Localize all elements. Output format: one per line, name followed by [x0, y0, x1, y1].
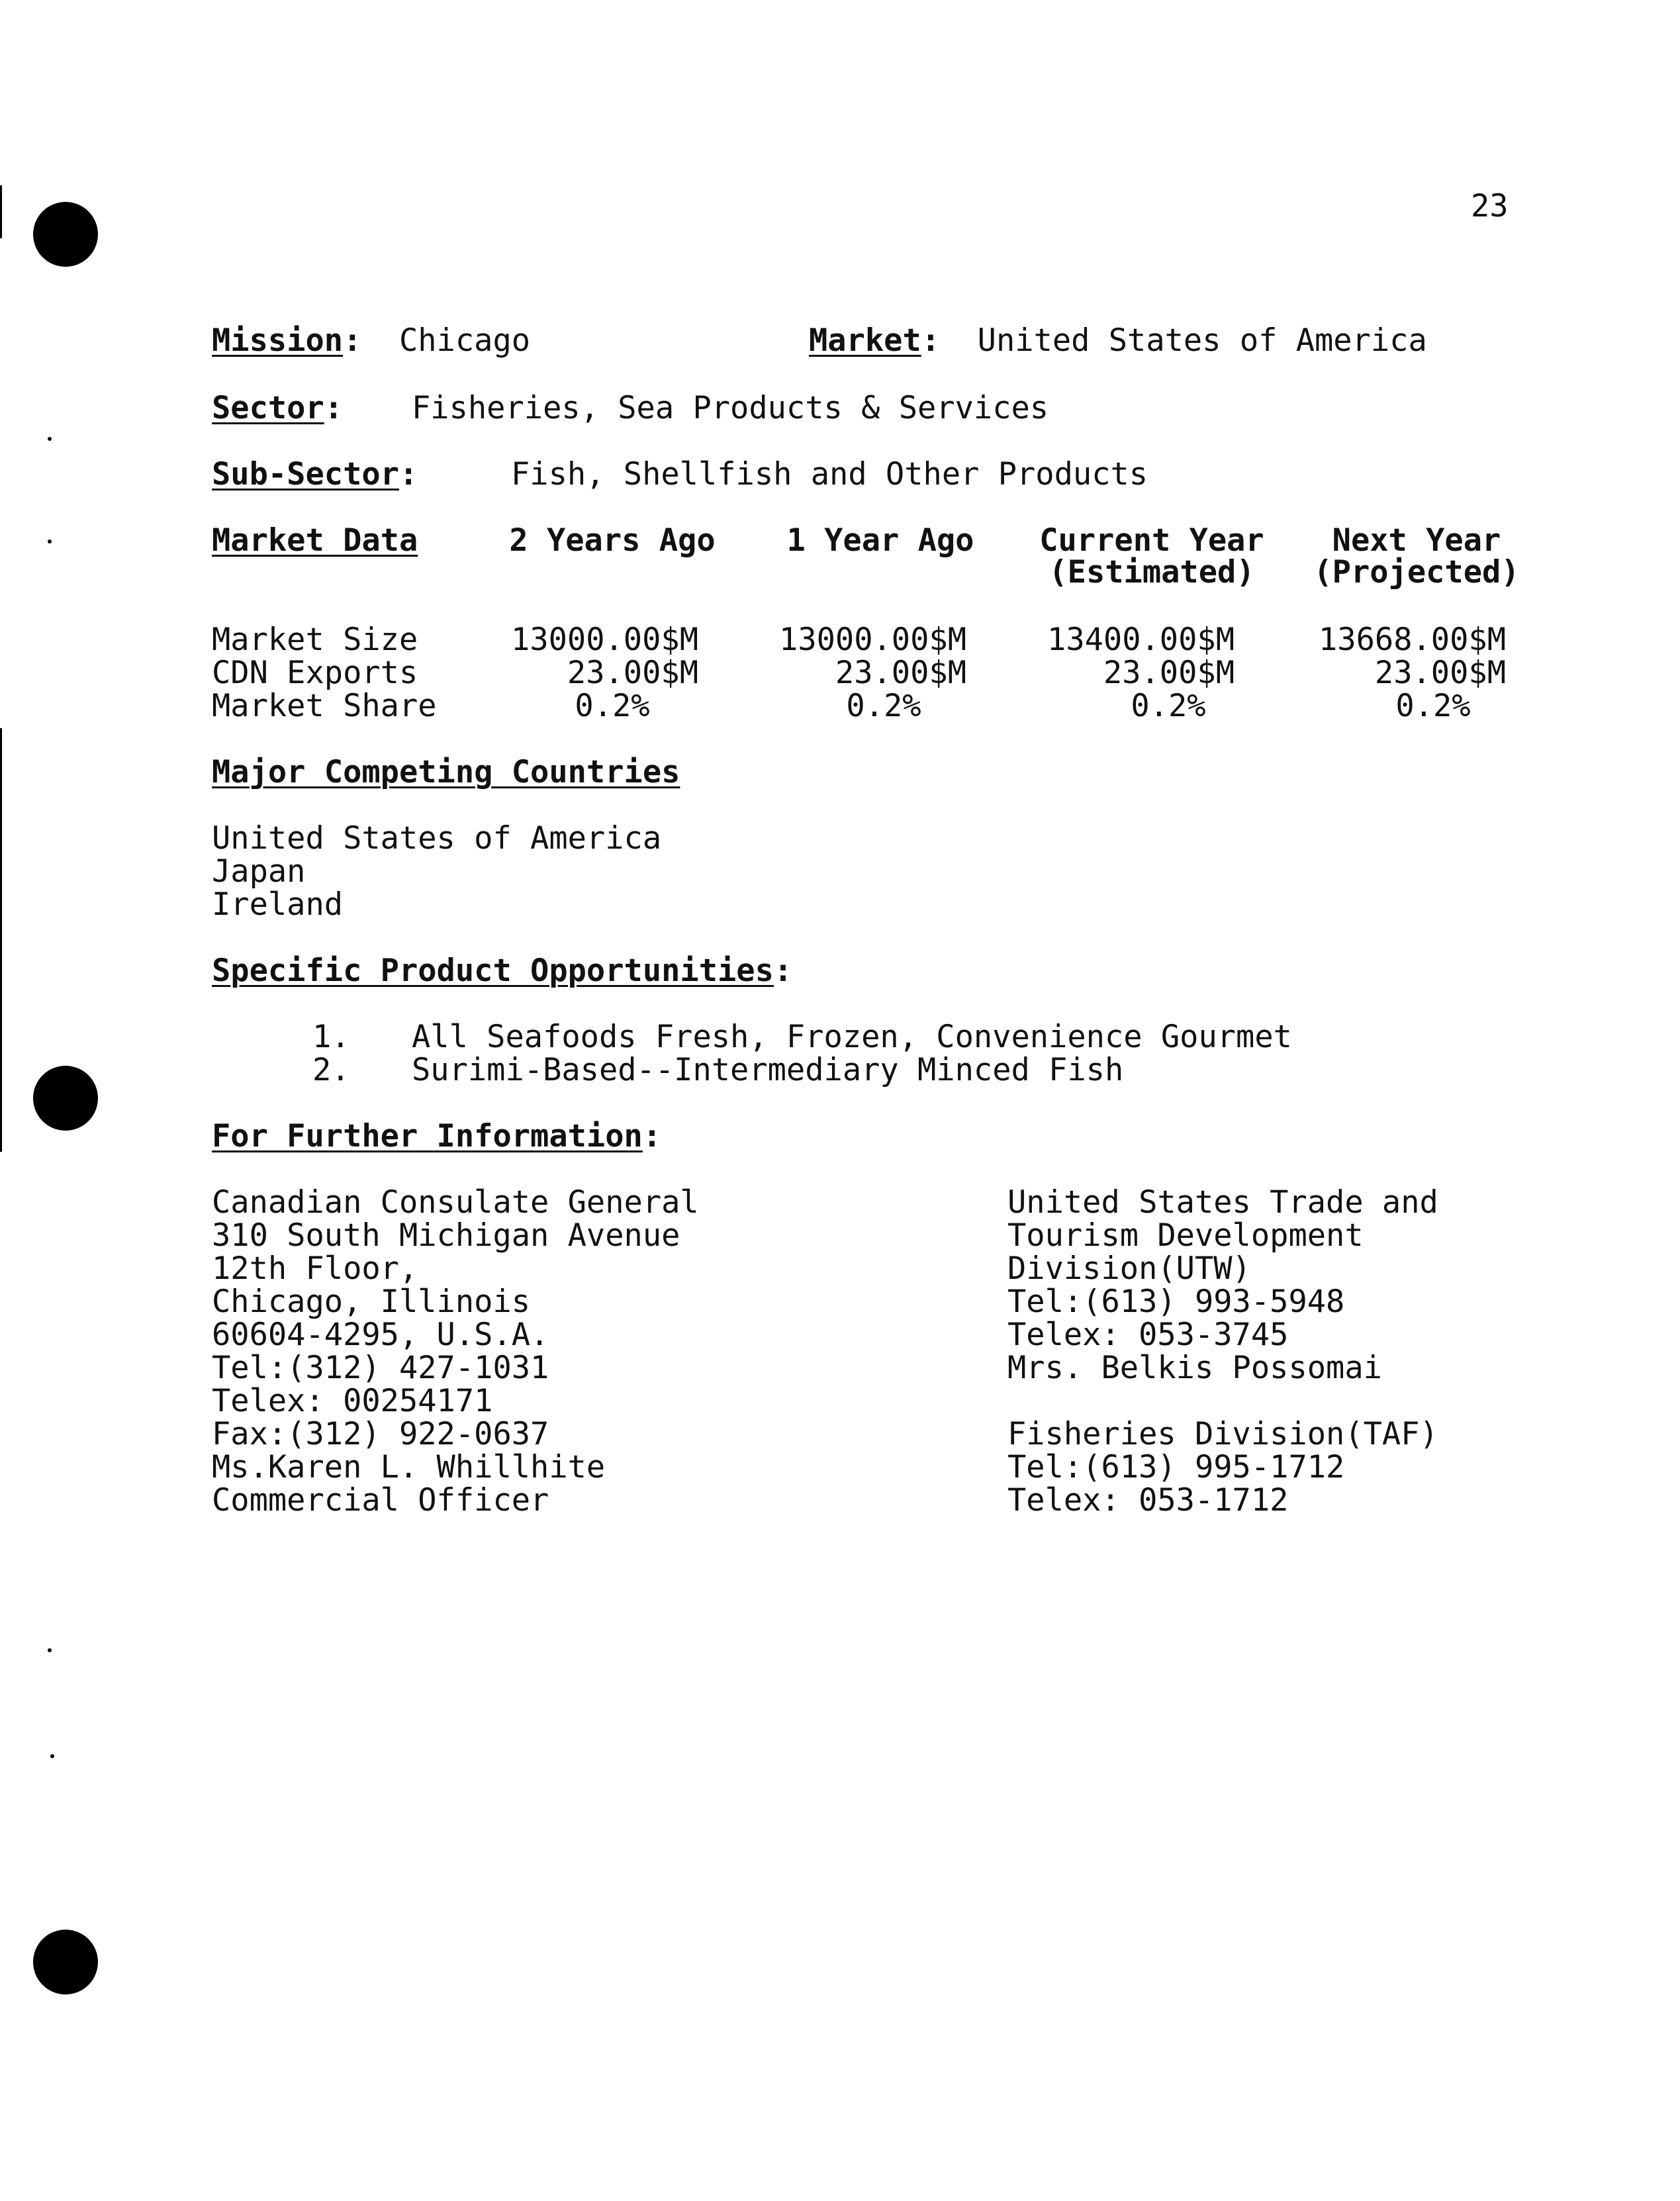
contact-line: Tel:(312) 427-1031 — [212, 1350, 549, 1386]
sub-sector-line: Sub-Sector: — [212, 456, 418, 492]
table-cell: 23.00$M — [1374, 655, 1506, 691]
col-header-next-year: Next Year — [1332, 522, 1501, 559]
sector-line: Sector: — [212, 390, 344, 426]
col-header-current-year-note: (Estimated) — [1049, 554, 1255, 590]
contact-line: Telex: 00254171 — [212, 1383, 493, 1419]
contact-line: Fax:(312) 922-0637 — [212, 1416, 549, 1452]
page-edge-line — [0, 728, 2, 1152]
market-line: Market: United States of America — [809, 322, 1427, 359]
competing-header: Major Competing Countries — [212, 754, 680, 790]
contact-line: Tel:(613) 993-5948 — [1007, 1284, 1345, 1320]
list-item: United States of America — [212, 820, 662, 857]
contact-line: United States Trade and — [1007, 1184, 1438, 1221]
contact-line: 310 South Michigan Avenue — [212, 1217, 680, 1254]
further-info-header-line: For Further Information: — [212, 1118, 662, 1154]
table-cell: 13400.00$M — [1047, 622, 1235, 658]
contact-line: 60604-4295, U.S.A. — [212, 1317, 549, 1353]
contact-line: Commercial Officer — [212, 1482, 549, 1519]
sub-sector-label: Sub-Sector — [212, 456, 399, 492]
binder-hole-top — [33, 202, 98, 267]
contact-line: Canadian Consulate General — [212, 1184, 699, 1221]
sub-sector-value: Fish, Shellfish and Other Products — [511, 456, 1148, 492]
contact-line: 12th Floor, — [212, 1250, 418, 1287]
market-data-header: Market Data — [212, 522, 418, 559]
binder-hole-middle — [33, 1066, 98, 1131]
page-edge-line — [0, 185, 2, 238]
page-number: 23 — [1471, 188, 1509, 224]
contact-line: Tel:(613) 995-1712 — [1007, 1449, 1345, 1485]
row-label-cdn-exports: CDN Exports — [212, 655, 418, 691]
sector-value: Fisheries, Sea Products & Services — [412, 390, 1049, 426]
further-info-header: For Further Information — [212, 1118, 643, 1154]
contact-line: Chicago, Illinois — [212, 1284, 531, 1320]
contact-line: Ms.Karen L. Whillhite — [212, 1449, 606, 1485]
table-cell: 0.2% — [575, 688, 650, 724]
contact-line: Tourism Development — [1007, 1217, 1364, 1254]
table-cell: 13000.00$M — [779, 622, 966, 658]
mission-label: Mission — [212, 322, 344, 359]
scan-speck — [50, 1754, 54, 1758]
table-cell: 13000.00$M — [511, 622, 698, 658]
list-item-number: 1. — [312, 1019, 350, 1055]
binder-hole-bottom — [33, 1930, 98, 1994]
table-cell: 0.2% — [1395, 688, 1471, 724]
sector-label: Sector — [212, 390, 324, 426]
list-item: Japan — [212, 853, 306, 890]
table-cell: 23.00$M — [1103, 655, 1235, 691]
opportunities-header-line: Specific Product Opportunities: — [212, 953, 793, 989]
mission-line: Mission: Chicago — [212, 322, 531, 359]
market-value: United States of America — [977, 322, 1427, 359]
contact-line: Telex: 053-1712 — [1007, 1482, 1289, 1519]
table-cell: 0.2% — [846, 688, 921, 724]
col-header-1-year-ago: 1 Year Ago — [786, 522, 974, 559]
row-label-market-share: Market Share — [212, 688, 437, 724]
contact-line: Division(UTW) — [1007, 1250, 1251, 1287]
scan-speck — [48, 1648, 52, 1652]
table-cell: 23.00$M — [835, 655, 966, 691]
row-label-market-size: Market Size — [212, 622, 418, 658]
mission-value: Chicago — [398, 322, 531, 359]
opportunities-header: Specific Product Opportunities — [212, 953, 774, 989]
contact-line: Fisheries Division(TAF) — [1007, 1416, 1438, 1452]
col-header-next-year-note: (Projected) — [1313, 554, 1520, 590]
contact-line: Mrs. Belkis Possomai — [1007, 1350, 1382, 1386]
scan-speck — [48, 539, 52, 543]
list-item: Ireland — [212, 886, 344, 923]
table-cell: 13668.00$M — [1319, 622, 1506, 658]
scan-speck — [48, 437, 52, 441]
col-header-current-year: Current Year — [1039, 522, 1264, 559]
contact-line: Telex: 053-3745 — [1007, 1317, 1289, 1353]
list-item: All Seafoods Fresh, Frozen, Convenience Gourmet — [412, 1019, 1292, 1055]
table-cell: 23.00$M — [567, 655, 698, 691]
market-label: Market — [809, 322, 921, 359]
list-item: Surimi-Based--Intermediary Minced Fish — [412, 1052, 1124, 1088]
table-cell: 0.2% — [1131, 688, 1206, 724]
list-item-number: 2. — [312, 1052, 350, 1088]
col-header-2-years-ago: 2 Years Ago — [509, 522, 716, 559]
